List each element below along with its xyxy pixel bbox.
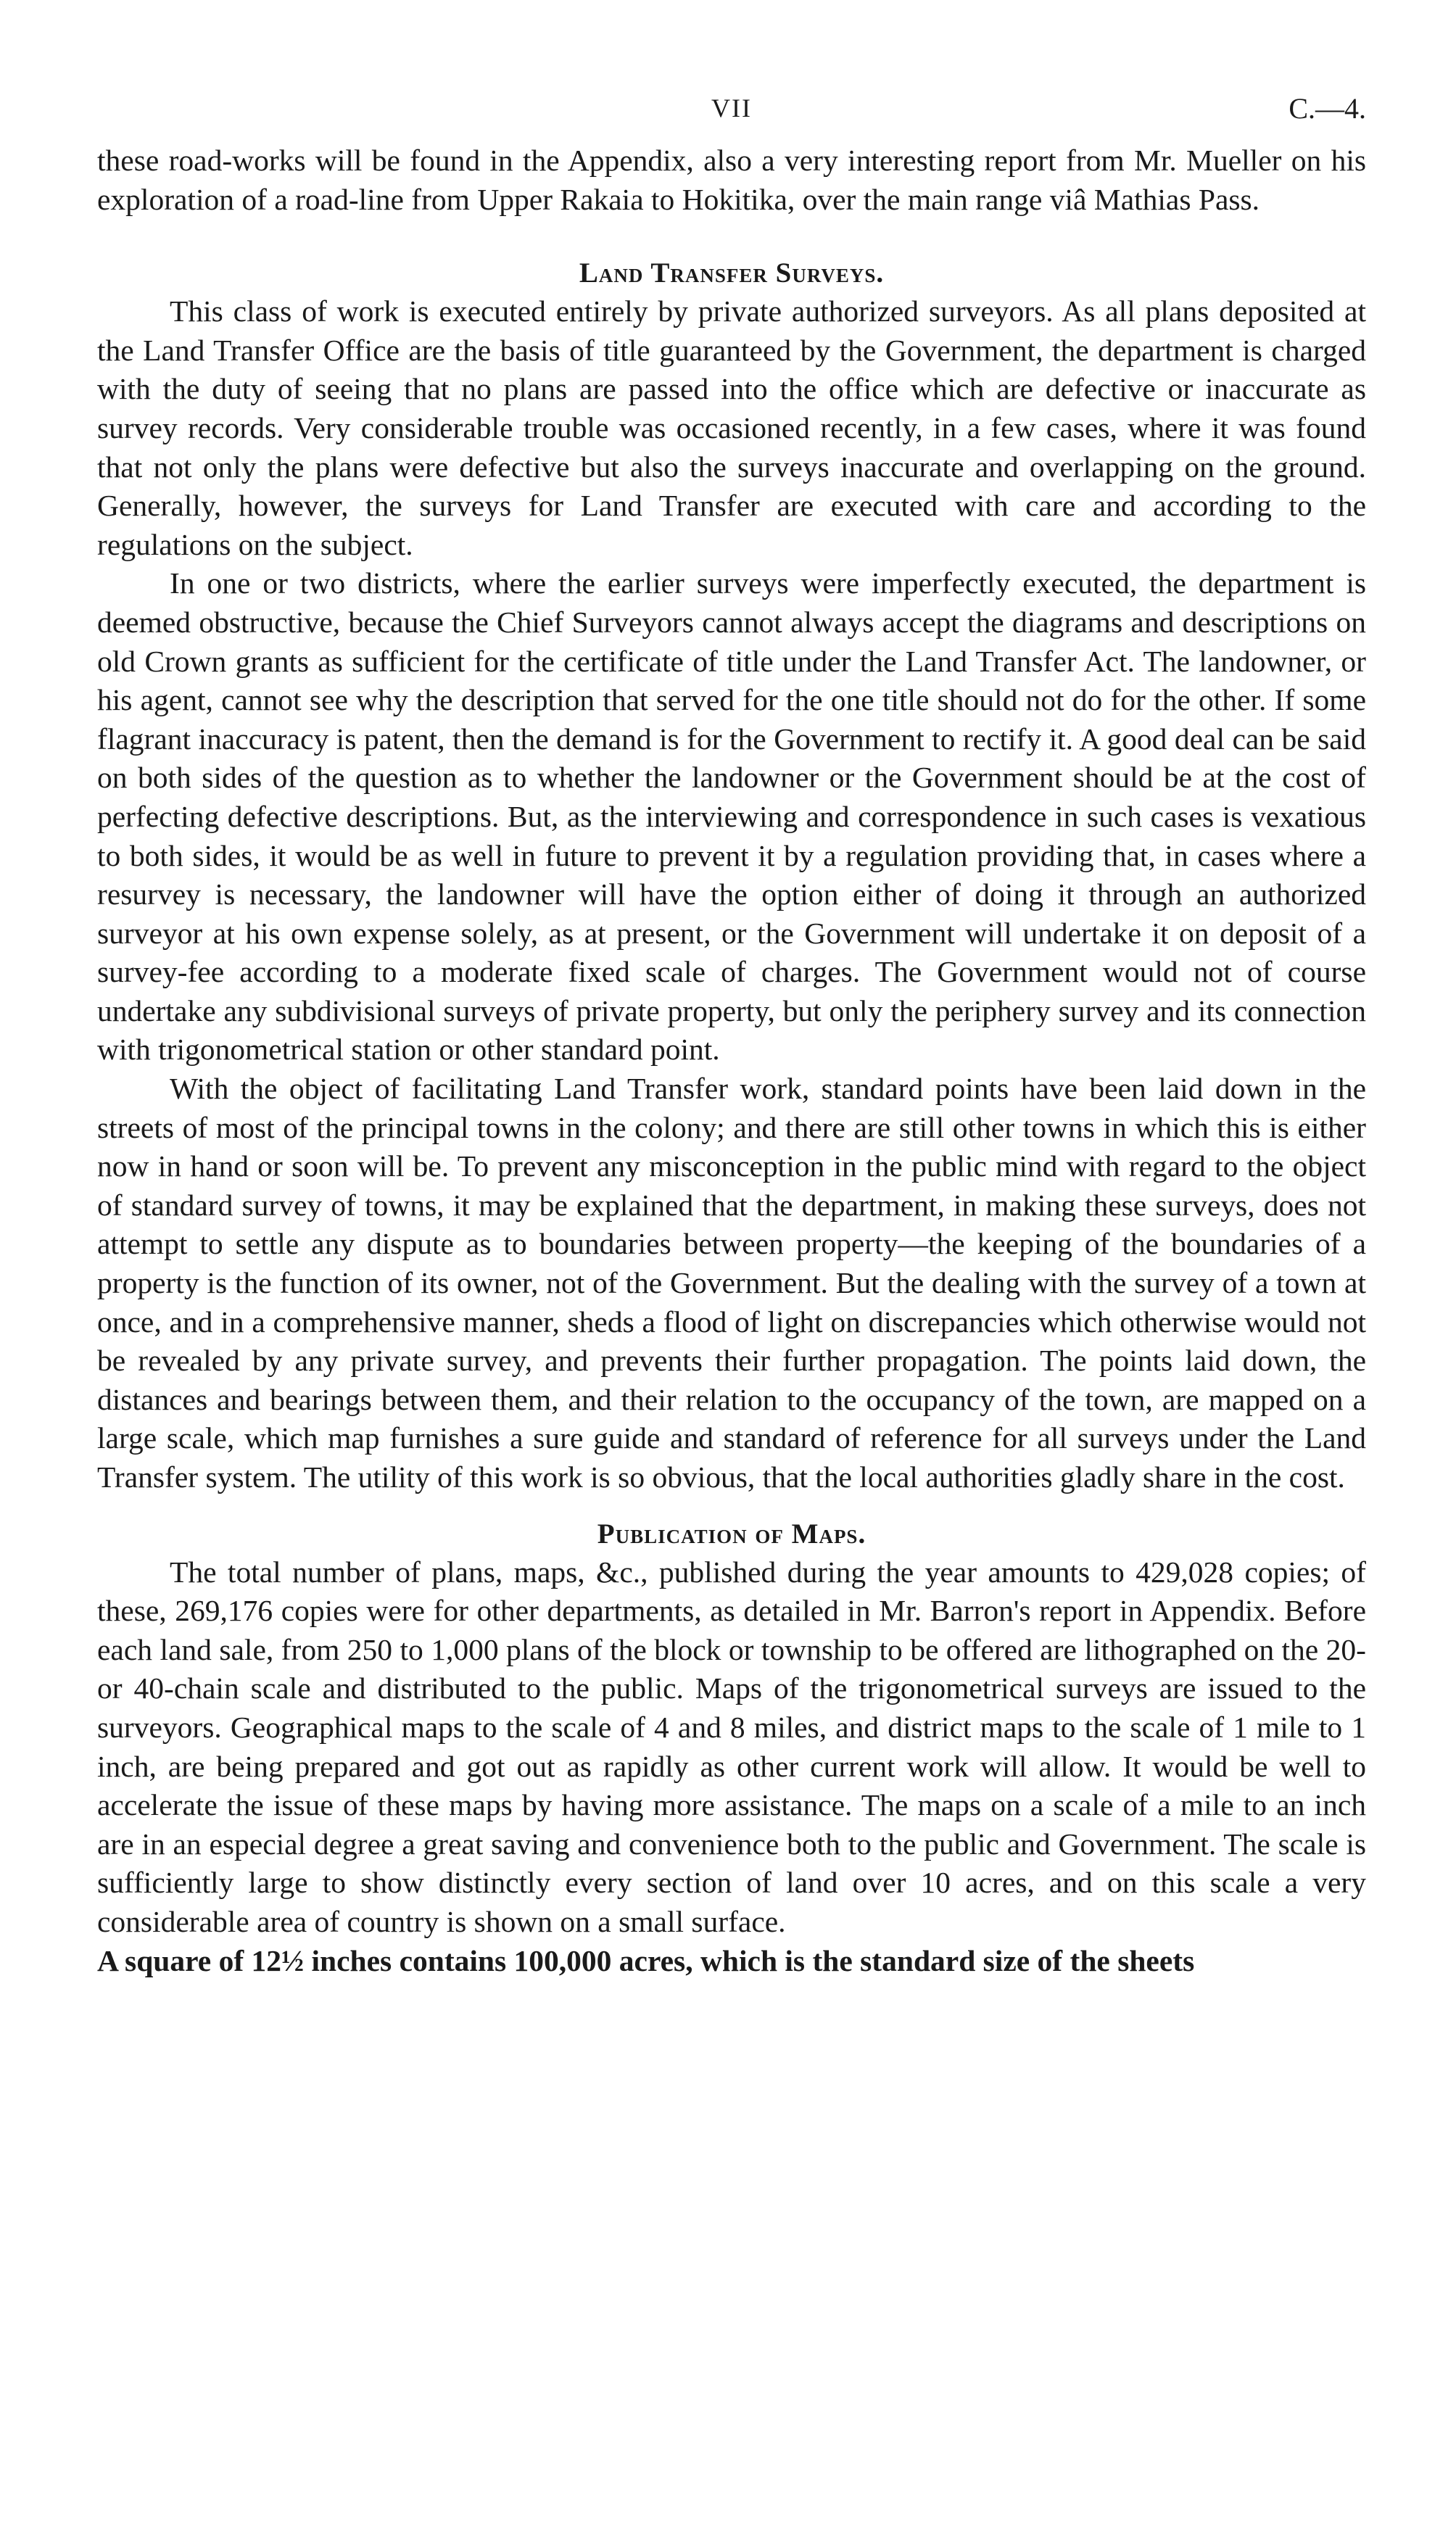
- publication-final-line: A square of 12½ inches contains 100,000 acres, which is the standard size of the sheets: [97, 1943, 1195, 1977]
- page-header: [97, 0, 1366, 141]
- intro-paragraph: these road-works will be found in the Appendix, also a very interesting report from Mr. Mueller on his exploration of a road-line from Upper Rakaia to Hokitika, over the main range viâ Mathias Pass.: [97, 144, 1366, 216]
- land-transfer-paragraph-2: In one or two districts, where the earlier surveys were imperfectly executed, the department is deemed obstructive, because the Chief Surveyors cannot always accept the diagrams and descriptions on old Crown grants as sufficient for the certificate of title under the Land Transfer Act. The landowner, or his agent, cannot see why the description that served for the one title should not do for the other. If some flagrant inaccuracy is patent, then the demand is for the Government to rectify it. A good deal can be said on both sides of the question as to whether the landowner or the Government should be at the cost of perfecting defective descriptions. But, as the interviewing and correspondence in such cases is vexatious to both sides, it would be as well in future to prevent it by a regulation providing that, in cases where a resurvey is necessary, the landowner will have the option either of doing it through an authorized surveyor at his own expense solely, as at present, or the Government will undertake it on deposit of a survey-fee according to a moderate fixed scale of charges. The Government would not of course undertake any subdivisional surveys of private property, but only the periphery survey and its connection with trigonometrical station or other standard point.: [97, 566, 1366, 1067]
- land-transfer-paragraph-3: With the object of facilitating Land Transfer work, standard points have been laid down in the streets of most of the principal towns in the colony; and there are still other towns in which this is either now in hand or soon will be. To prevent any misconception in the public mind with regard to the object of standard survey of towns, it may be explained that the department, in making these surveys, does not attempt to settle any dispute as to boundaries between property—the keeping of the boundaries of a property is the function of its owner, not of the Government. But the dealing with the survey of a town at once, and in a comprehensive manner, sheds a flood of light on discrepancies which otherwise would not be revealed by any private survey, and prevents their further propagation. The points laid down, the distances and bearings between them, and their relation to the occupancy of the town, are mapped on a large scale, which map furnishes a sure guide and standard of reference for all surveys under the Land Transfer system. The utility of this work is so obvious, that the local authorities gladly share in the cost.: [97, 1072, 1366, 1494]
- document-reference: C.—4.: [1289, 92, 1366, 125]
- heading-land-transfer-surveys: Land Transfer Surveys.: [579, 257, 885, 289]
- document-page: [97, 0, 1366, 1980]
- publication-paragraph: The total number of plans, maps, &c., published during the year amounts to 429,028 copies; of these, 269,176 copies were for other departments, as detailed in Mr. Barron's report in Appendix. Before each land sale, from 250 to 1,000 plans of the block or township to be offered are lithographed on the 20- or 40-chain scale and distributed to the public. Maps of the trigonometrical surveys are issued to the surveyors. Geographical maps to the scale of 4 and 8 miles, and district maps to the scale of 1 mile to 1 inch, are being prepared and got out as rapidly as other current work will allow. It would be well to accelerate the issue of these maps by having more assistance. The maps on a scale of a mile to an inch are in an especial degree a great saving and convenience both to the public and Government. The scale is sufficiently large to show distinctly every section of land over 10 acres, and on this scale a very considerable area of country is shown on a small surface.: [97, 1555, 1366, 1938]
- page-number: VII: [711, 94, 752, 123]
- land-transfer-paragraph-1: This class of work is executed entirely by private authorized surveyors. As all plans deposited at the Land Transfer Office are the basis of title guaranteed by the Government, the department is charged with the duty of seeing that no plans are passed into the office which are defective or inaccurate as survey records. Very considerable trouble was occasioned recently, in a few cases, where it was found that not only the plans were defective but also the surveys inaccurate and overlapping on the ground. Generally, however, the surveys for Land Transfer are executed with care and according to the regulations on the subject.: [97, 294, 1366, 561]
- heading-publication-of-maps: Publication of Maps.: [597, 1518, 866, 1550]
